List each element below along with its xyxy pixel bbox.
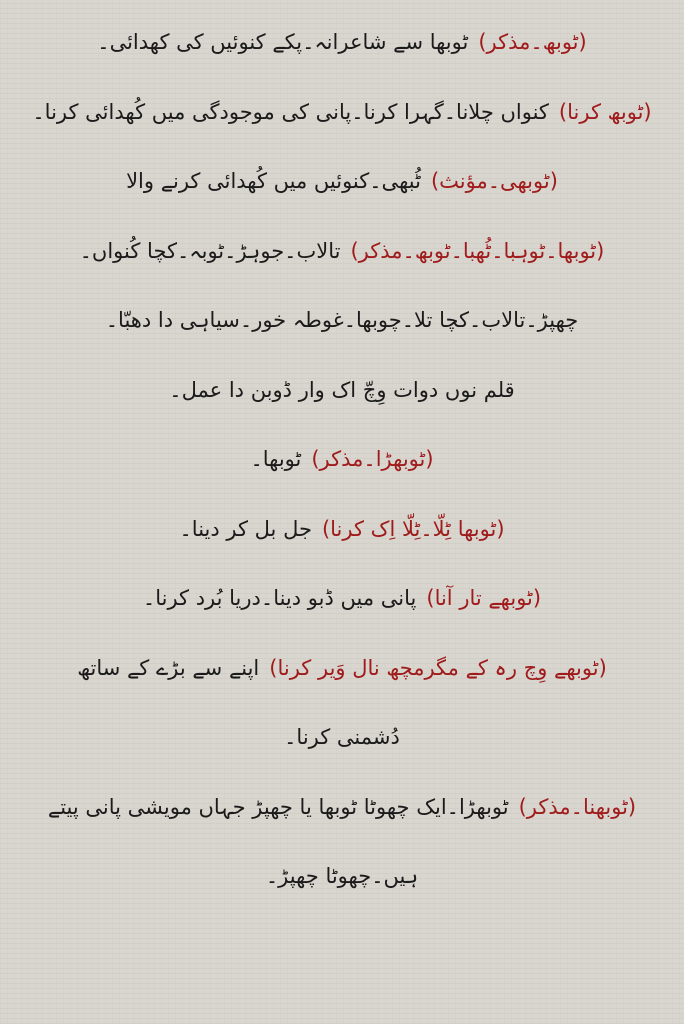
definition: پانی میں ڈبو دینا۔دریا بُرد کرنا۔	[142, 586, 417, 610]
headword: (ٹوبھنا۔مذکر)	[518, 794, 637, 819]
definition: کنواں چلانا۔گہرا کرنا۔پانی کی موجودگی میں کُھدائی کرنا۔	[32, 99, 549, 124]
entry-line	[18, 425, 666, 495]
entry-line	[18, 286, 666, 356]
definition: اپنے سے بڑے کے ساتھ	[77, 655, 260, 680]
definition: ٹُبھی۔کنوئیں میں کُھدائی کرنے والا	[126, 169, 421, 193]
entry-line	[18, 495, 666, 565]
definition: ہیں۔چھوٹا چھپڑ۔	[265, 864, 419, 888]
headword: (ٹوبھڑا۔مذکر)	[311, 447, 434, 471]
entry-line	[18, 147, 666, 217]
entry-line	[18, 773, 666, 843]
entry-line	[18, 703, 666, 773]
dictionary-page	[18, 8, 666, 1014]
definition: ٹوبھا۔	[250, 447, 302, 471]
entry-line	[18, 217, 666, 287]
headword: (ٹوبھی۔مؤنث)	[430, 169, 558, 193]
entry-line	[18, 634, 666, 704]
headword: (ٹوبھا ٹِلّا۔ٹِلّا اِک کرنا)	[321, 516, 505, 541]
definition: ٹوبھا سے شاعرانہ۔پکے کنوئیں کی کھدائی۔	[97, 30, 469, 54]
entry-line	[18, 564, 666, 634]
entry-line	[18, 8, 666, 78]
headword: (ٹوبھ کرنا)	[558, 99, 652, 124]
definition: ٹوبھڑا۔ایک چھوٹا ٹوبھا یا چھپڑ جہاں مویشی پانی پیتے	[47, 794, 509, 819]
definition: جل بل کر دینا۔	[179, 516, 312, 541]
entry-line	[18, 78, 666, 148]
definition: دُشمنی کرنا۔	[284, 725, 400, 749]
definition: قلم نوں دوات وِچّ اک وار ڈوبن دا عمل۔	[169, 377, 515, 402]
entry-line	[18, 842, 666, 912]
headword: (ٹوبھ۔مذکر)	[478, 30, 587, 54]
definition: تالاب۔جوہڑ۔ٹوبہ۔کچا کُنواں۔	[79, 238, 341, 263]
definition: چھپڑ۔تالاب۔کچا تلا۔چوبھا۔غوطہ خور۔سیاہی دا دھبّا۔	[105, 308, 579, 332]
headword: (ٹوبھا۔ٹوہبا۔ٹُھبا۔ٹوبھ۔مذکر)	[350, 238, 605, 263]
headword: (ٹوبھے وِچ رہ کے مگرمچھ نال وَیر کرنا)	[269, 655, 607, 680]
headword: (ٹوبھے تار آنا)	[426, 586, 542, 610]
entry-line	[18, 356, 666, 426]
